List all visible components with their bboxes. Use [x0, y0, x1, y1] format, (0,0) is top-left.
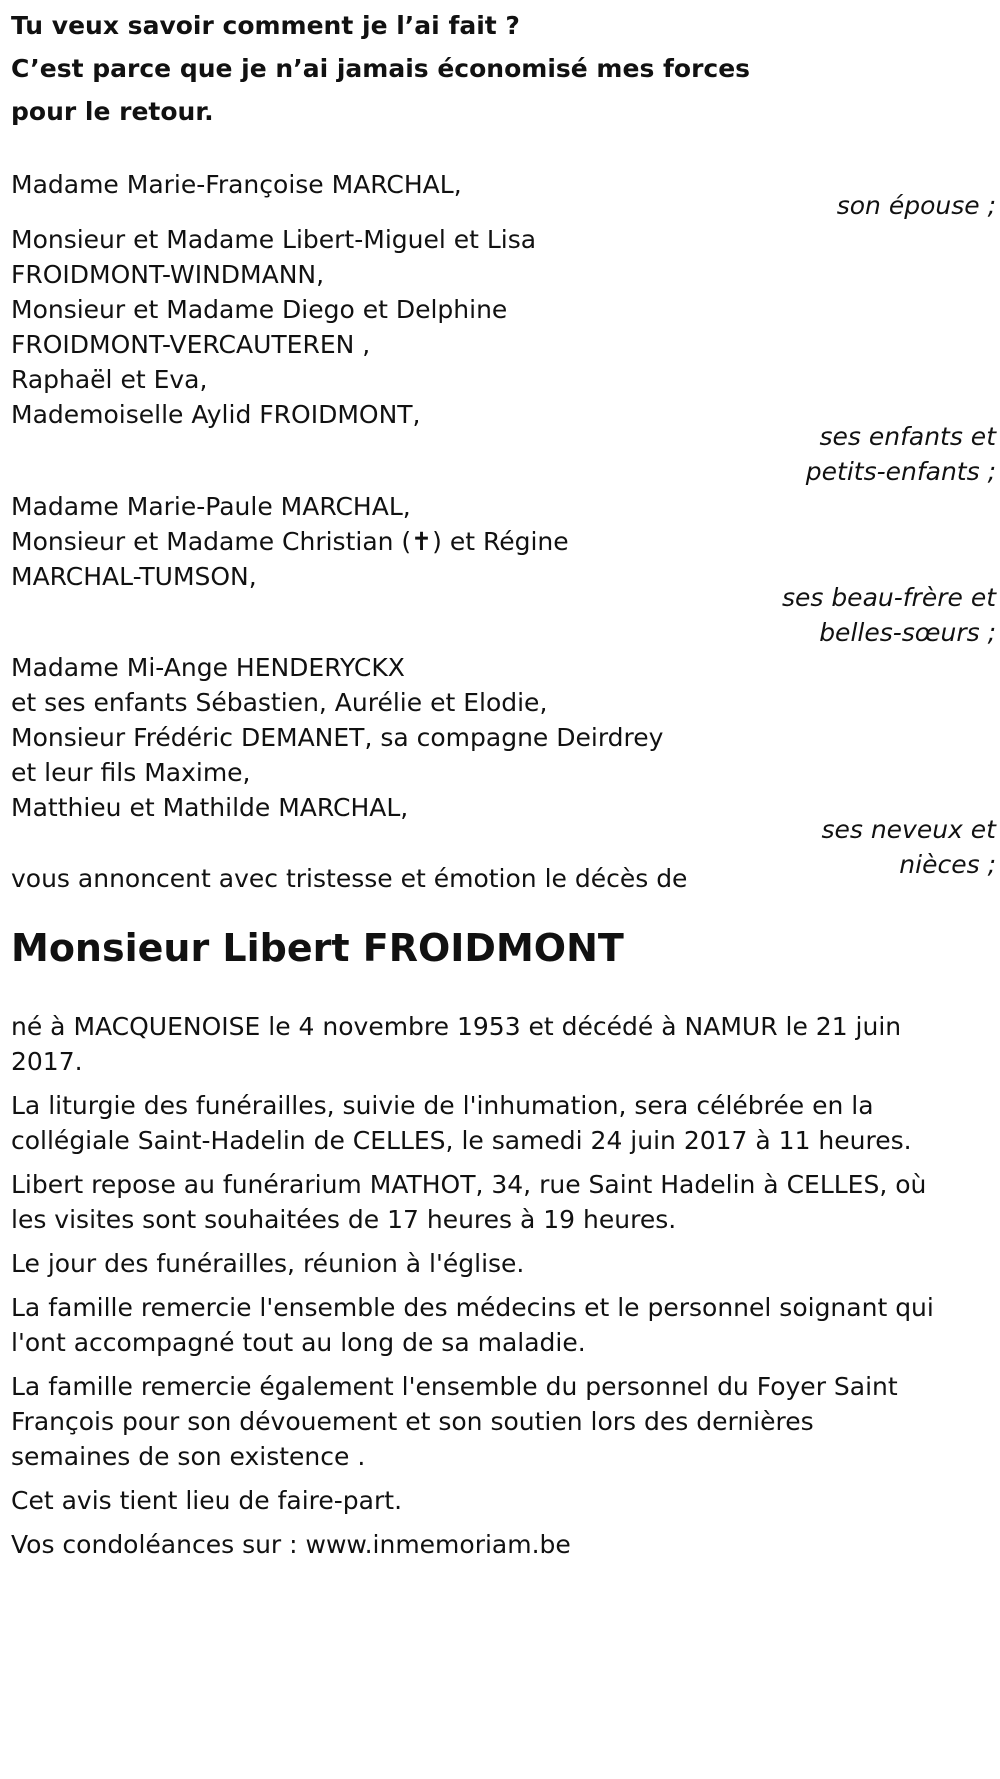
quote-line: C’est parce que je n’ai jamais économisé mes forces	[11, 54, 751, 83]
paragraph-line: les visites sont souhaitées de 17 heures à 19 heures.	[11, 1205, 677, 1234]
condolences-link-text: Vos condoléances sur : www.inmemoriam.be	[11, 1530, 571, 1559]
paragraph-line: 2017.	[11, 1047, 83, 1076]
paragraph-line: né à MACQUENOISE le 4 novembre 1953 et décédé à NAMUR le 21 juin	[11, 1012, 902, 1041]
deceased-name: Monsieur Libert FROIDMONT	[11, 926, 624, 970]
family-line: Mademoiselle Aylid FROIDMONT,	[11, 400, 421, 429]
relation-note: petits-enfants ;	[805, 457, 996, 486]
quote-line: pour le retour.	[11, 97, 214, 126]
paragraph-line: La famille remercie également l'ensemble du personnel du Foyer Saint	[11, 1372, 898, 1401]
family-line: Monsieur et Madame Christian (✝) et Régine	[11, 527, 569, 556]
relation-note: ses neveux et	[821, 815, 996, 844]
paragraph-line: François pour son dévouement et son soutien lors des dernières	[11, 1407, 814, 1436]
family-line: Madame Marie-Françoise MARCHAL,	[11, 170, 462, 199]
family-line: FROIDMONT-WINDMANN,	[11, 260, 325, 289]
paragraph-line: l'ont accompagné tout au long de sa maladie.	[11, 1328, 586, 1357]
paragraph-line: La famille remercie l'ensemble des médecins et le personnel soignant qui	[11, 1293, 934, 1322]
relation-note: son épouse ;	[836, 191, 996, 220]
paragraph-line: semaines de son existence .	[11, 1442, 366, 1471]
paragraph-line: La liturgie des funérailles, suivie de l'inhumation, sera célébrée en la	[11, 1091, 874, 1120]
paragraph-line: Libert repose au funérarium MATHOT, 34, rue Saint Hadelin à CELLES, où	[11, 1170, 927, 1199]
family-line: MARCHAL-TUMSON,	[11, 562, 257, 591]
relation-note: nièces ;	[899, 850, 996, 879]
family-line: Monsieur Frédéric DEMANET, sa compagne Deirdrey	[11, 723, 664, 752]
family-line: Monsieur et Madame Diego et Delphine	[11, 295, 508, 324]
paragraph-line: collégiale Saint-Hadelin de CELLES, le samedi 24 juin 2017 à 11 heures.	[11, 1126, 912, 1155]
family-line: Monsieur et Madame Libert-Miguel et Lisa	[11, 225, 537, 254]
family-line: Raphaël et Eva,	[11, 365, 208, 394]
family-line: FROIDMONT-VERCAUTEREN ,	[11, 330, 371, 359]
family-line: et leur fils Maxime,	[11, 758, 251, 787]
quote-line: Tu veux savoir comment je l’ai fait ?	[11, 11, 520, 40]
paragraph-line: Cet avis tient lieu de faire-part.	[11, 1486, 403, 1515]
relation-note: ses enfants et	[819, 422, 996, 451]
relation-note: belles-sœurs ;	[819, 618, 996, 647]
family-line: Madame Mi-Ange HENDERYCKX	[11, 653, 405, 682]
paragraph-line: Le jour des funérailles, réunion à l'église.	[11, 1249, 525, 1278]
relation-note: ses beau-frère et	[781, 583, 996, 612]
family-line: et ses enfants Sébastien, Aurélie et Elodie,	[11, 688, 548, 717]
announcement-text: vous annoncent avec tristesse et émotion le décès de	[11, 864, 688, 893]
family-line: Matthieu et Mathilde MARCHAL,	[11, 793, 409, 822]
family-line: Madame Marie-Paule MARCHAL,	[11, 492, 411, 521]
